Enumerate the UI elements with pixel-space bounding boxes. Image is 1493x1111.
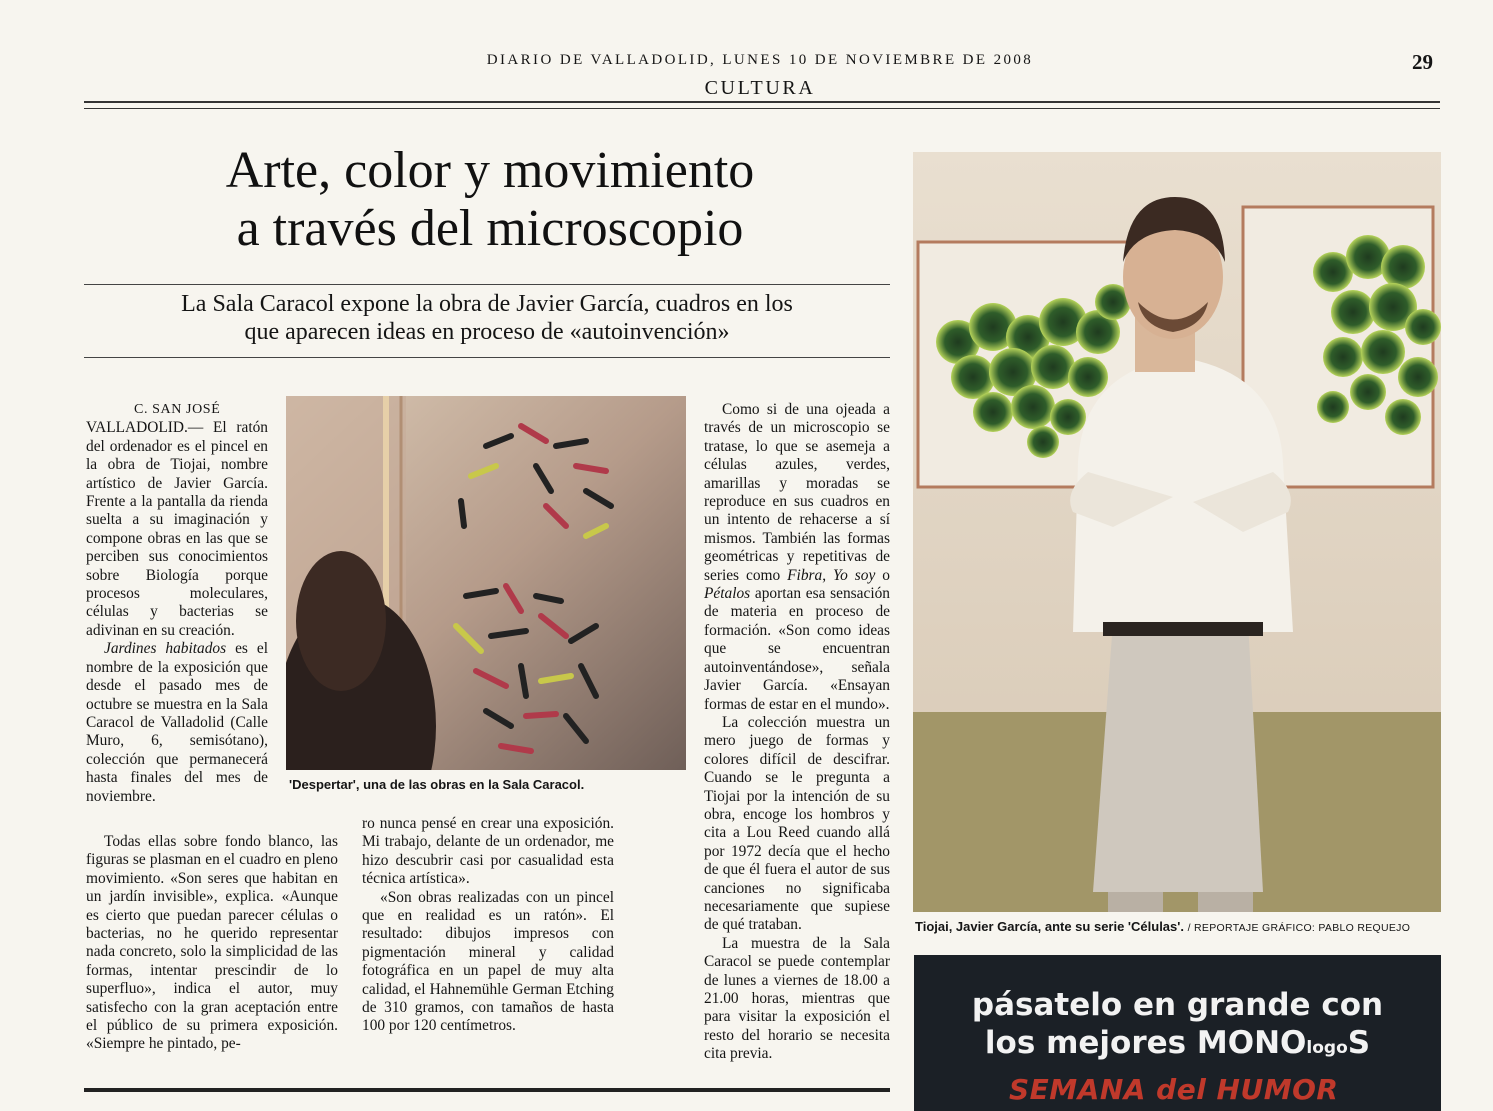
exhibition-title: Jardines habitados (104, 640, 227, 658)
dateline: DIARIO DE VALLADOLID, LUNES 10 DE NOVIEMBRE DE 2008 (486, 52, 1034, 68)
article-column-2 (362, 815, 614, 1036)
bottom-rule (84, 1088, 890, 1092)
deck-line-1: La Sala Caracol expone la obra de Javier García, cuadros en los (181, 291, 793, 317)
deck-rule-top (84, 284, 890, 285)
paragraph: ro nunca pensé en crear una exposición. Mi trabajo, delante de un ordenador, me hizo descubrir casi por casualidad esta técnica artística». (362, 815, 614, 888)
paragraph: Como si de una ojeada a través de un microscopio se tratase, lo que se asemeja a células azules, verdes, amarillas y moradas se reproduce en sus cuadros en un intento de rehacerse a sí mismos. También las formas geométricas y repetitivas de series como Fibra, Yo soy o Pétalos aportan esa sensación de materia en proceso de formación. «Son como ideas que se encuentran autoinventándose», señala Javier García. «Ensayan formas de estar en el mundo». (704, 401, 890, 713)
ad-headline-line-2: los mejores MONOlogoS (984, 1025, 1371, 1061)
series-title: Yo soy (833, 566, 876, 584)
dateline-location: VALLADOLID.— (86, 419, 204, 437)
deck (84, 290, 890, 346)
ad-event-banner: SEMANA del HUMOR (1009, 1073, 1339, 1106)
section-title: CULTURA (704, 77, 816, 99)
paragraph: La colección muestra un mero juego de formas y colores difícil de descifrar. Cuando se le pregunta a Tiojai por la intención de su obra, encoge los hombros y cita a Lou Reed cuando allá por 1972 decía que el hecho de que él fuera el autor de sus canciones no significaba necesariamente que supiese de qué trataban. (704, 713, 890, 934)
paragraph: Todas ellas sobre fondo blanco, las figuras se plasman en el cuadro en pleno movimiento. «Son seres que habitan en un jardín invisible», explica. «Aunque es cierto que puedan parecer células o bacterias, no he querido representar nada concreto, solo la simplicidad de las formas, intentar prescindir de lo superfluo», indica el autor, muy satisfecho con la gran aceptación entre el público de su primera exposición. «Siempre he pintado, pe- (86, 833, 338, 1053)
page-number: 29 (1412, 50, 1433, 74)
paragraph: La muestra de la Sala Caracol se puede contemplar de lunes a viernes de 18.00 a 21.00 horas, mientras que para visitar la exposición el resto del horario se necesita cita previa. (704, 934, 890, 1063)
advertisement[interactable] (914, 955, 1441, 1111)
ad-headline-line-1: pásatelo en grande con (971, 987, 1384, 1023)
headline-line-2: a través del microscopio (236, 200, 744, 257)
paragraph: Jardines habitados es el nombre de la exposición que desde el pasado mes de octubre se muestra en la Sala Caracol de Valladolid (Calle Muro, 6, semisótano), colección que permanecerá hasta finales del mes de noviembre. (86, 640, 268, 805)
portrait-photo-image (913, 152, 1441, 912)
article-column-1 (86, 401, 268, 806)
deck-line-2: que aparecen ideas en proceso de «autoinvención» (244, 319, 730, 345)
paragraph: VALLADOLID.— El ratón del ordenador es el pincel en la obra de Tiojai, nombre artístico de Javier García. Frente a la pantalla da rienda suelta a su imaginación y compone obras en las que se perciben sus conocimientos sobre Biología porque procesos moleculares, células y bacterias se adivinan en su creación. (86, 419, 268, 639)
headline-line-1: Arte, color y movimiento (225, 142, 755, 199)
series-title: Pétalos (704, 585, 751, 603)
artwork-photo-image (286, 396, 686, 770)
deck-rule-bottom (84, 357, 890, 358)
artwork-photo (286, 396, 686, 770)
paragraph: «Son obras realizadas con un pincel que en realidad es un ratón». El resultado: dibujos impresos con pigmentación mineral y calidad fotográfica en un papel de muy alta calidad, el Hahnemühle German Etching de 310 gramos, con tamaños de hasta 100 por 120 centímetros. (362, 888, 614, 1035)
byline: C. SAN JOSÉ (134, 402, 221, 417)
masthead-rule (84, 101, 1440, 109)
article-column-3 (704, 401, 890, 1064)
series-title: Fibra (787, 566, 823, 584)
article-column-1-bottom (86, 833, 338, 1054)
artwork-photo-caption: 'Despertar', una de las obras en la Sala Caracol. (289, 777, 585, 792)
portrait-photo (913, 152, 1441, 912)
headline (130, 142, 850, 258)
portrait-photo-caption: Tiojai, Javier García, ante su serie 'Células'. / REPORTAJE GRÁFICO: PABLO REQUEJO (915, 919, 1411, 934)
photo-credit: / REPORTAJE GRÁFICO: PABLO REQUEJO (1187, 922, 1411, 934)
